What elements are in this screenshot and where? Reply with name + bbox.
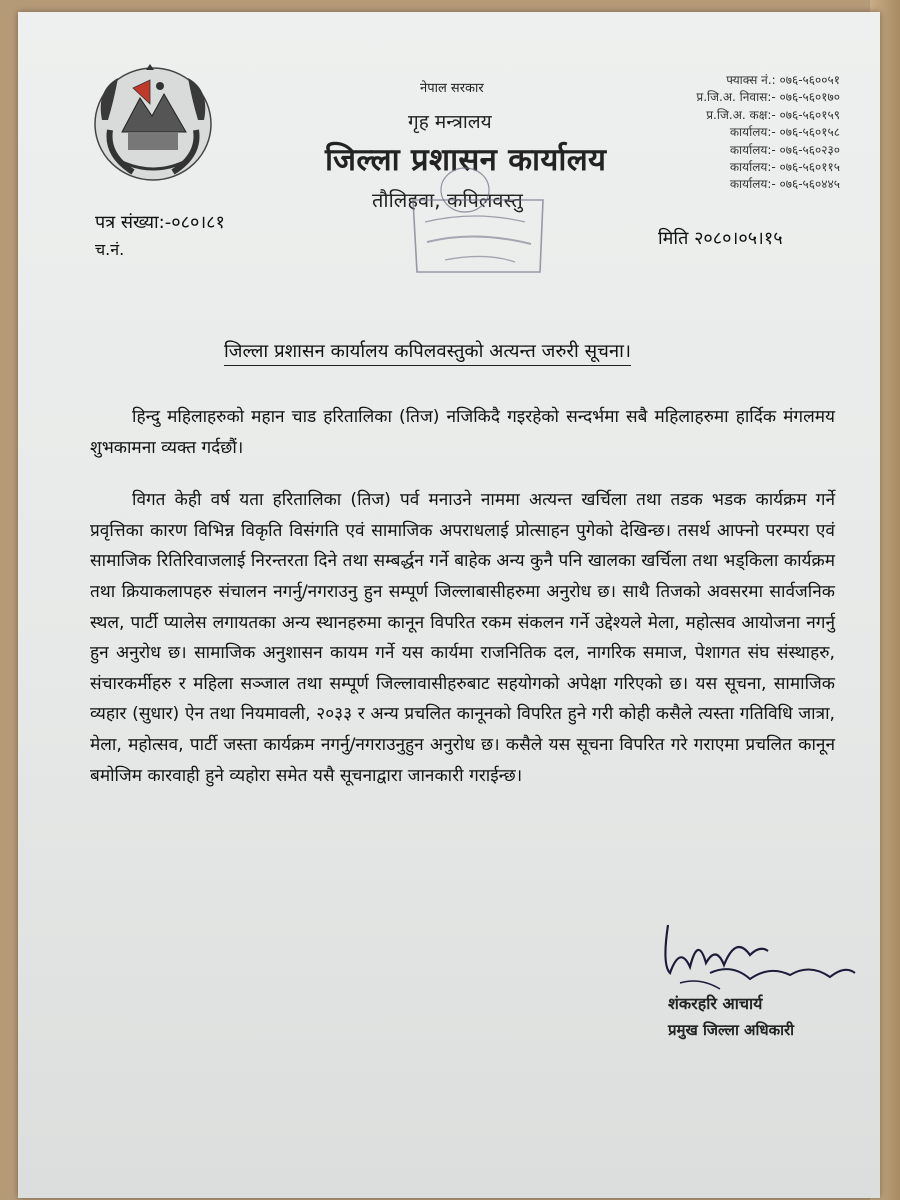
signatory-title: प्रमुख जिल्ला अधिकारी xyxy=(668,1021,795,1039)
office-stamp xyxy=(405,160,550,275)
contact-list xyxy=(640,72,840,194)
letter-date: मिति २०८०।०५।१५ xyxy=(658,228,783,249)
contact-line: कार्यालय:- ०७६-५६०१५८ xyxy=(729,125,840,140)
contact-line: प्र.जि.अ. कक्ष:- ०७६-५६०१५९ xyxy=(706,107,840,122)
notice-body xyxy=(90,402,835,813)
dispatch-number: च.नं. xyxy=(95,240,125,259)
government-name: नेपाल सरकार xyxy=(420,81,484,96)
notice-heading: जिल्ला प्रशासन कार्यालय कपिलवस्तुको अत्यन्त जरुरी सूचना। xyxy=(224,338,631,366)
paragraph-notice: विगत केही वर्ष यता हरितालिका (तिज) पर्व मनाउने नाममा अत्यन्त खर्चिला तथा तडक भडक कार्यक्रम गर्ने प्रवृत्तिका कारण विभिन्न विकृति विसंगति एवं सामाजिक अपराधलाई प्रोत्साहन पुगेको देखिन्छ। तसर्थ आफ्नो परम्परा एवं सामाजिक रितिरिवाजलाई निरन्तरता दिने तथा सम्बर्द्धन गर्ने बाहेक अन्य कुनै पनि खालका खर्चिला तथा भड्किला कार्यक्रम तथा क्रियाकलापहरु संचालन नगर्नु/नगराउनु हुन सम्पूर्ण जिल्लाबासीहरुमा अनुरोध छ। साथै तिजको अवसरमा सार्वजनिक स्थल, पार्टी प्यालेस लगायतका अन्य स्थानहरुमा कानून विपरित रकम संकलन गर्ने उद्देश्यले मेला, महोत्सव आयोजना नगर्नु हुन अनुरोध छ। सामाजिक अनुशासन कायम गर्ने यस कार्यमा राजनितिक दल, नागरिक समाज, पेशागत संघ संस्थाहरु, संचारकर्मीहरु र महिला सञ्जाल तथा सम्पूर्ण जिल्लावासीहरुबाट सहयोगको अपेक्षा गरिएको छ। यस सूचना, सामाजिक व्यहार (सुधार) ऐन तथा नियमावली, २०३३ र अन्य प्रचलित कानूनको विपरित हुने गरी कोही कसैले त्यस्ता गतिविधि जात्रा, मेला, महोत्सव, पार्टी जस्ता कार्यक्रम नगर्नु/नगराउनुहुन अनुरोध छ। कसैले यस सूचना विपरित गरे गराएमा प्रचलित कानून बमोजिम कारवाही हुने व्यहोरा समेत यसै सूचनाद्वारा जानकारी गराईन्छ। xyxy=(90,490,835,786)
contact-line: कार्यालय:- ०७६-५६०२३० xyxy=(729,142,840,157)
paragraph-greeting: हिन्दु महिलाहरुको महान चाड हरितालिका (तिज) नजिकिदै गइरहेको सन्दर्भमा सबै महिलाहरुमा हार्दिक मंगलमय शुभकामना व्यक्त गर्दछौं। xyxy=(90,407,835,458)
ministry-name: गृह मन्त्रालय xyxy=(408,111,492,133)
nepal-emblem-logo xyxy=(88,60,218,185)
contact-line: प्र.जि.अ. निवास:- ०७६-५६०१७० xyxy=(696,90,840,105)
office-location: तौलिहवा, कपिलवस्तु xyxy=(372,188,523,212)
signatory-name: शंकरहरि आचार्य xyxy=(668,994,763,1013)
contact-line: कार्यालय:- ०७६-५६०११५ xyxy=(729,160,840,175)
reference-number: पत्र संख्या:-०८०।८१ xyxy=(95,212,225,233)
contact-line: फ्याक्स नं.: ०७६-५६००५१ xyxy=(726,73,840,87)
contact-line: कार्यालय:- ०७६-५६०४४५ xyxy=(729,177,840,192)
office-name: जिल्ला प्रशासन कार्यालय xyxy=(325,142,607,178)
